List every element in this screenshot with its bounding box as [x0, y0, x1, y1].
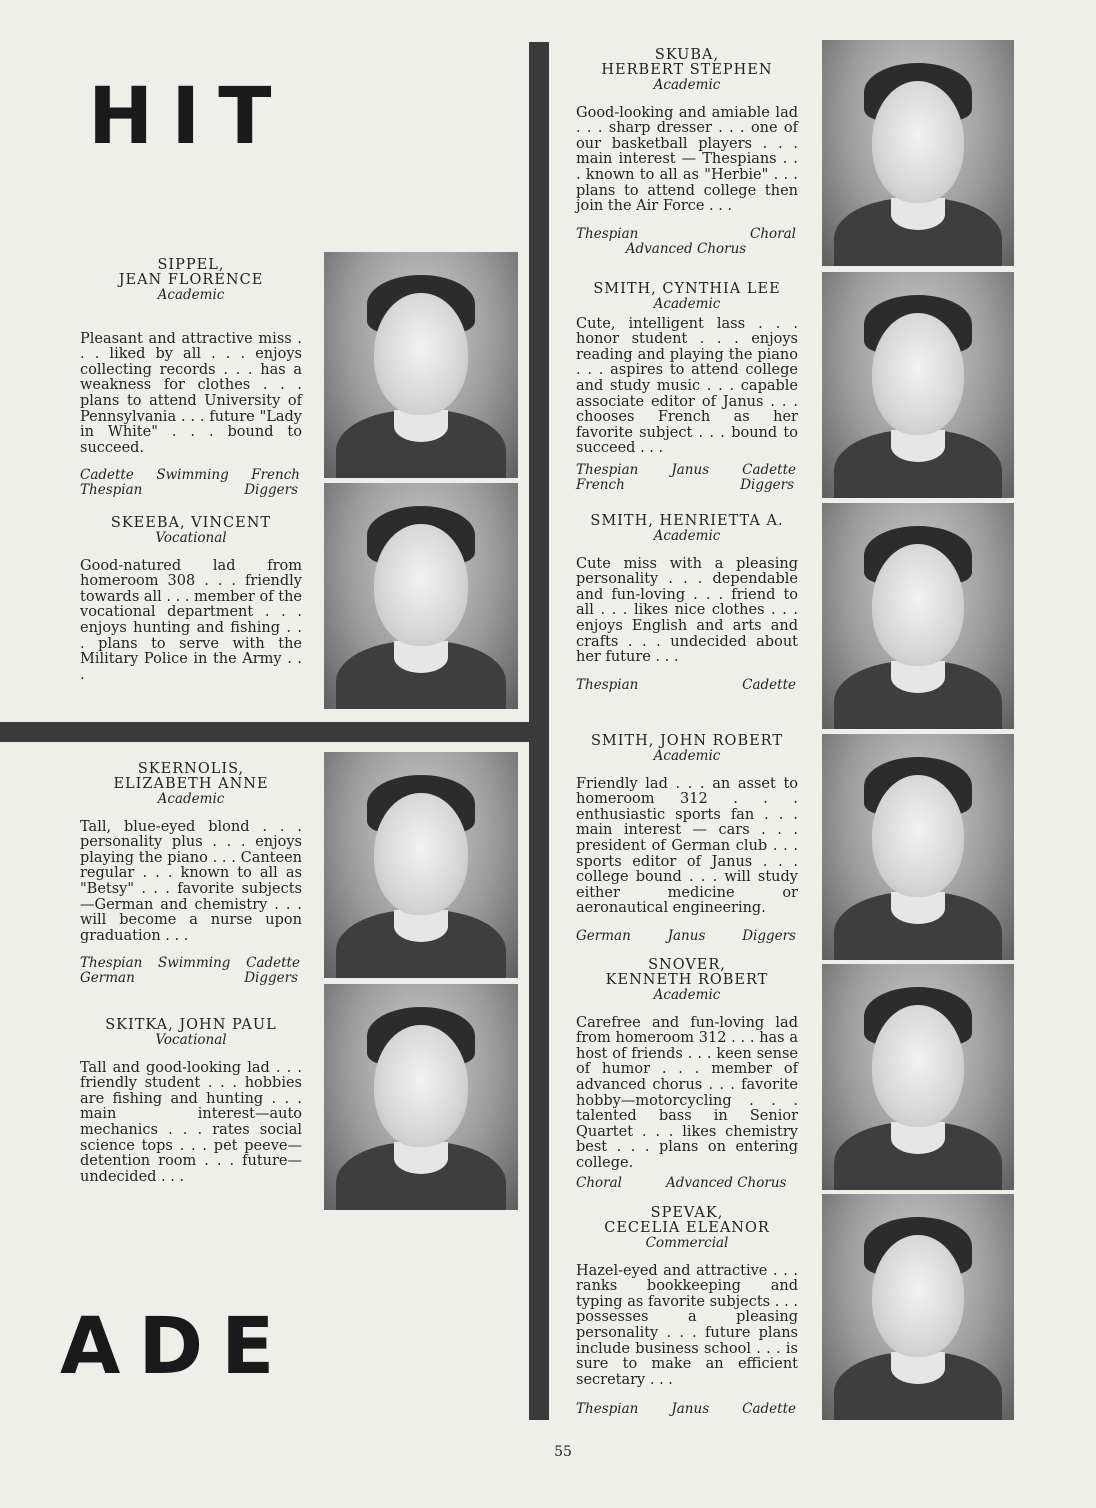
student-description: Pleasant and attractive miss . . . liked by all . . . enjoys collecting records . . . has a weakness for clothes . . . plans to attend University of Pennsylvania . . . future "Lady in White" . . . bound to succeed. [80, 330, 302, 456]
student-entry [576, 514, 798, 693]
student-course: Academic [653, 528, 721, 544]
activity: German [576, 927, 631, 944]
activity: Janus [671, 461, 710, 478]
activity: Diggers [742, 927, 796, 944]
activity-row [80, 483, 300, 498]
activity: Thespian [80, 482, 143, 499]
student-activities [80, 468, 302, 498]
student-description: Good-natured lad from homeroom 308 . . . friendly towards all . . . member of the vocational department . . . enjoys hunting and fishing . . . plans to serve with the Military Police in the Army . . . [80, 557, 302, 683]
student-name-line2: ELIZABETH ANNE [113, 776, 269, 792]
horizontal-divider [0, 722, 529, 742]
activity: Thespian [80, 955, 143, 972]
activity: Janus [667, 927, 706, 944]
student-name-line2: KENNETH ROBERT [605, 972, 769, 988]
student-photo [822, 964, 1014, 1190]
student-entry [80, 258, 302, 498]
activity: Diggers [244, 970, 298, 987]
student-course: Academic [653, 77, 721, 93]
activity: Choral [576, 1174, 622, 1191]
student-activities [576, 463, 798, 493]
student-name-line1: SMITH, CYNTHIA LEE [593, 281, 781, 297]
student-entry [576, 282, 798, 493]
activity: Advanced Chorus [665, 1174, 787, 1191]
student-description: Tall, blue-eyed blond . . . personality plus . . . enjoys playing the piano . . . Canteen regular . . . known to all as "Betsy" . . . favorite subjects—German and chemistry . . . will become a nurse upon graduation . . . [80, 818, 302, 944]
activity: French [576, 476, 625, 493]
student-entry [576, 734, 798, 944]
student-description: Hazel-eyed and attractive . . . ranks bookkeeping and typing as favorite subjects . . . possesses a pleasing personality . . . future plans include business school . . . is sure to make an efficient secretary . . . [576, 1262, 798, 1388]
student-photo [324, 752, 518, 978]
student-course: Academic [653, 987, 721, 1003]
student-activities [576, 1402, 798, 1417]
student-activities [576, 227, 798, 257]
student-activities [80, 956, 302, 986]
activity: Thespian [576, 461, 639, 478]
student-entry [80, 762, 302, 986]
activity: Advanced Chorus [625, 240, 747, 257]
vertical-divider [529, 42, 549, 1420]
activity: Thespian [576, 1401, 639, 1418]
activity: Diggers [740, 476, 794, 493]
student-photo [324, 483, 518, 709]
student-name-line2: HERBERT STEPHEN [601, 62, 773, 78]
page-number: 55 [554, 1444, 572, 1460]
student-description: Carefree and fun-loving lad from homeroom 312 . . . has a host of friends . . . keen sense of humor . . . member of advanced chorus . . . favorite hobby—motorcycling . . . talented bass in Senior Quartet . . . likes chemistry best . . . plans on entering college. [576, 1014, 798, 1171]
student-name-line1: SIPPEL, [157, 257, 225, 273]
student-course: Academic [157, 287, 225, 303]
student-course: Academic [157, 791, 225, 807]
student-course: Academic [653, 748, 721, 764]
student-course: Vocational [155, 1032, 227, 1048]
heading-hit: HIT [88, 72, 290, 162]
activity: Cadette [742, 461, 796, 478]
student-name-line1: SNOVER, [648, 957, 726, 973]
student-name-line1: SMITH, JOHN ROBERT [590, 733, 784, 749]
activity: Janus [671, 1401, 710, 1418]
student-course: Academic [653, 296, 721, 312]
activity: Cadette [742, 1401, 796, 1418]
student-description: Friendly lad . . . an asset to homeroom 312 . . . enthusiastic sports fan . . . main interest — cars . . . president of German club . . . sports editor of Janus . . . college bound . . . will study either medicine or aeronautical engineering. [576, 775, 798, 917]
activity: Swimming [158, 955, 231, 972]
activity-row [576, 478, 796, 493]
student-name-line1: SKUBA, [654, 47, 720, 63]
activity: Cadette [80, 467, 134, 484]
student-photo [822, 272, 1014, 498]
student-course: Vocational [155, 530, 227, 546]
student-entry [576, 48, 798, 257]
student-name-line1: SKERNOLIS, [137, 761, 245, 777]
student-name-line1: SKITKA, JOHN PAUL [105, 1017, 277, 1033]
student-photo [822, 503, 1014, 729]
activity: French [251, 467, 300, 484]
activity: Thespian [576, 676, 639, 693]
student-course: Commercial [645, 1235, 729, 1251]
student-name-line2: CECELIA ELEANOR [604, 1220, 770, 1236]
student-name-line2: JEAN FLORENCE [118, 272, 264, 288]
student-entry [576, 1206, 798, 1417]
heading-ade: ADE [60, 1302, 293, 1392]
activity: Choral [750, 225, 796, 242]
student-entry [576, 958, 798, 1191]
student-entry [80, 516, 302, 695]
activity: Diggers [244, 482, 298, 499]
student-entry [80, 1018, 302, 1197]
activity: German [80, 970, 135, 987]
student-activities [576, 678, 798, 693]
student-description: Cute, intelligent lass . . . honor student . . . enjoys reading and playing the piano . . . aspires to attend college and study music . . . capable associate editor of Janus . . . chooses French as her favorite subject . . . bound to succeed . . . [576, 315, 798, 457]
student-name-line1: SMITH, HENRIETTA A. [590, 513, 784, 529]
student-description: Good-looking and amiable lad . . . sharp dresser . . . one of our basketball players . . . main interest — Thespians . . . known to all as "Herbie" . . . plans to attend college then join the Air Force . . . [576, 104, 798, 215]
student-description: Cute miss with a pleasing personality . . . dependable and fun-loving . . . friend to all . . . likes nice clothes . . . enjoys English and arts and crafts . . . undecided about her future . . . [576, 555, 798, 666]
student-photo [822, 40, 1014, 266]
activity: Cadette [742, 676, 796, 693]
student-photo [324, 984, 518, 1210]
student-description: Tall and good-looking lad . . . friendly student . . . hobbies are fishing and hunting . . . main interest—auto mechanics . . . rates social science tops . . . pet peeve—detention room . . . future—undecided . . . [80, 1059, 302, 1185]
student-activities [576, 1176, 798, 1191]
activity: Thespian [576, 225, 639, 242]
student-name-line1: SPEVAK, [650, 1205, 724, 1221]
activity-row [80, 971, 300, 986]
student-photo [822, 1194, 1014, 1420]
student-photo [822, 734, 1014, 960]
student-name-line1: SKEEBA, VINCENT [110, 515, 272, 531]
activity: Swimming [156, 467, 229, 484]
student-activities [576, 929, 798, 944]
student-photo [324, 252, 518, 478]
activity: Cadette [246, 955, 300, 972]
